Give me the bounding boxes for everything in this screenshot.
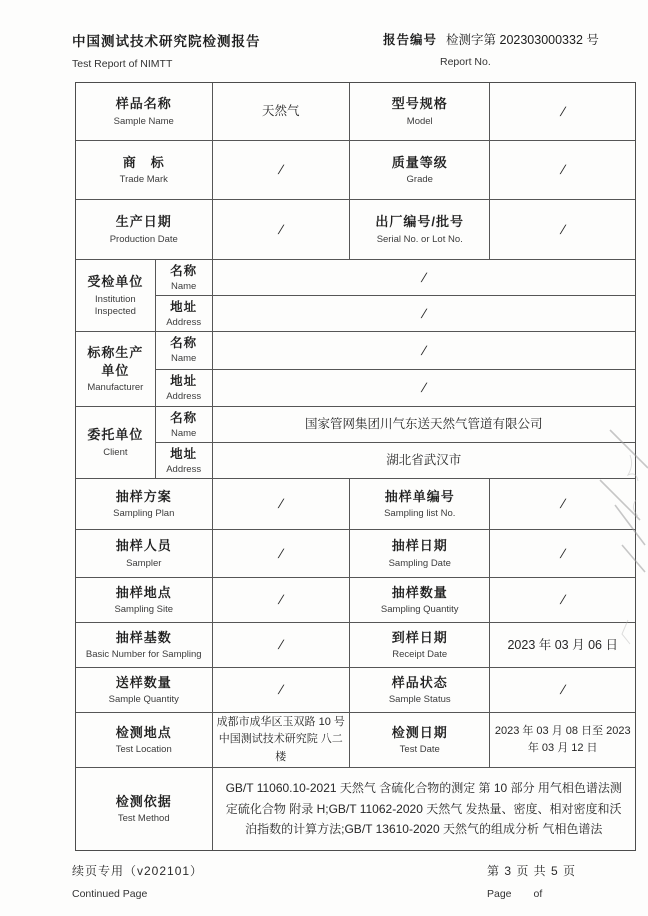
- client-address-value: 湖北省武汉市: [386, 453, 462, 468]
- trade-mark-label: [76, 141, 213, 199]
- report-no-label: 报告编号: [383, 33, 438, 47]
- institution-name-row: [156, 260, 635, 296]
- label-en: Trade Mark: [119, 174, 168, 186]
- label-zh: 出厂编号/批号: [375, 214, 465, 230]
- continued-page-label-en: Continued Page: [72, 888, 148, 900]
- table-row-sample-name: [76, 83, 635, 141]
- production-date-label: [76, 200, 213, 259]
- name-sublabel: 名称 Name: [156, 407, 213, 442]
- table-row-sampling-plan: [76, 479, 635, 530]
- report-no-label-en: Report No.: [440, 56, 491, 68]
- report-info-table: [75, 82, 636, 851]
- table-row-basic-number: [76, 623, 635, 668]
- client-name-row: [156, 407, 635, 443]
- model-label: [350, 83, 490, 140]
- serial-no-label: [350, 200, 490, 259]
- grade-label: [350, 141, 490, 199]
- trade-mark-value: /: [213, 141, 351, 199]
- manufacturer-address-value: /: [420, 380, 427, 395]
- sampling-date-label: 抽样日期 Sampling Date: [350, 530, 490, 577]
- sampler-label: 抽样人员 Sampler: [76, 530, 213, 577]
- basic-number-label: 抽样基数 Basic Number for Sampling: [76, 623, 213, 667]
- table-row-production-date: [76, 200, 635, 260]
- manufacturer-name-value: /: [420, 342, 427, 358]
- page-number-zh: 第 3 页 共 5 页: [487, 864, 577, 878]
- manufacturer-label: [76, 332, 156, 406]
- table-row-sampling-site: [76, 578, 635, 623]
- address-sublabel: 地址 Address: [156, 370, 213, 407]
- manufacturer-address-row: [156, 370, 635, 407]
- label-zh: 标称生产单位: [87, 345, 144, 378]
- basic-number-value: /: [213, 623, 351, 667]
- receipt-date-label: 到样日期 Receipt Date: [350, 623, 490, 667]
- institution-label: [76, 260, 156, 331]
- name-sublabel: 名称 Name: [156, 332, 213, 369]
- footer-left: [72, 862, 203, 900]
- report-title-en: Test Report of NIMTT: [72, 58, 173, 70]
- section-client: [76, 407, 635, 479]
- name-sublabel: 名称 Name: [156, 260, 213, 295]
- report-title-zh: 中国测试技术研究院检测报告: [72, 34, 261, 49]
- table-row-test-location: [76, 713, 635, 768]
- sampling-quantity-label: 抽样数量 Sampling Quantity: [350, 578, 490, 622]
- label-en: Manufacturer: [87, 382, 144, 394]
- label-zh: 型号规格: [391, 96, 448, 112]
- label-zh: 受检单位: [87, 274, 144, 290]
- test-location-label: 检测地点 Test Location: [76, 713, 213, 767]
- label-zh: 委托单位: [87, 427, 144, 443]
- client-name-value: 国家管网集团川气东送天然气管道有限公司: [305, 417, 543, 432]
- sample-quantity-value: /: [213, 668, 351, 712]
- client-address-row: [156, 443, 635, 478]
- sampler-value: /: [213, 530, 351, 577]
- grade-value: /: [559, 162, 566, 178]
- continued-page-label-zh: 续页专用（v202101）: [72, 864, 204, 878]
- sampling-site-label: 抽样地点 Sampling Site: [76, 578, 213, 622]
- test-location-value: 成都市成华区玉双路 10 号中国测试技术研究院 八二楼: [213, 713, 351, 767]
- sample-name-value: 天然气: [213, 83, 351, 140]
- institution-address-value: /: [420, 305, 427, 321]
- section-institution-inspected: [76, 260, 635, 332]
- label-en: Client: [103, 446, 128, 458]
- table-row-test-method: [76, 768, 635, 850]
- sample-quantity-label: 送样数量 Sample Quantity: [76, 668, 213, 712]
- sample-name-label: [76, 83, 213, 140]
- label-en: Production Date: [109, 233, 178, 245]
- page-number-en: Page of: [487, 888, 543, 900]
- sampling-date-value: /: [559, 545, 566, 561]
- sampling-site-value: /: [213, 578, 351, 622]
- sampling-plan-label: 抽样方案 Sampling Plan: [76, 479, 213, 529]
- receipt-date-value: 2023 年 03 月 06 日: [507, 637, 618, 652]
- label-zh: 质量等级: [391, 154, 448, 170]
- serial-no-value: /: [559, 221, 566, 237]
- test-date-label: 检测日期 Test Date: [350, 713, 490, 767]
- test-method-label: 检测依据 Test Method: [76, 768, 213, 850]
- label-en: Institution Inspected: [94, 293, 136, 317]
- table-row-trade-mark: [76, 141, 635, 200]
- sampling-list-no-label: 抽样单编号 Sampling list No.: [350, 479, 490, 529]
- test-date-value: 2023 年 03 月 08 日至 2023 年 03 月 12 日: [494, 724, 631, 754]
- institution-name-value: /: [420, 269, 427, 285]
- sampling-quantity-value: /: [559, 592, 566, 608]
- label-en: Grade: [406, 174, 433, 186]
- address-sublabel: 地址 Address: [156, 443, 213, 478]
- report-no-value: 检测字第 202303000332 号: [446, 33, 599, 47]
- table-row-sample-quantity: [76, 668, 635, 713]
- manufacturer-name-row: [156, 332, 635, 370]
- report-header-right: [383, 30, 599, 68]
- label-en: Model: [406, 115, 433, 127]
- label-en: Sample Name: [113, 115, 174, 127]
- report-header-left: [72, 30, 261, 70]
- sample-status-label: 样品状态 Sample Status: [350, 668, 490, 712]
- address-sublabel: 地址 Address: [156, 296, 213, 331]
- label-zh: 生产日期: [115, 214, 172, 230]
- client-label: [76, 407, 156, 478]
- label-zh: 样品名称: [115, 96, 172, 112]
- sampling-plan-value: /: [213, 479, 351, 529]
- sampling-list-no-value: /: [559, 496, 566, 512]
- model-value: /: [559, 103, 566, 119]
- sample-status-value: /: [559, 682, 566, 698]
- institution-address-row: [156, 296, 635, 331]
- production-date-value: /: [213, 200, 351, 259]
- table-row-sampler: [76, 530, 635, 578]
- label-zh: 商 标: [122, 154, 165, 170]
- footer-page-number: [487, 862, 576, 900]
- label-en: Serial No. or Lot No.: [376, 233, 463, 245]
- section-manufacturer: [76, 332, 635, 407]
- test-method-value: GB/T 11060.10-2021 天然气 含硫化合物的测定 第 10 部分 用气相色谱法测定硫化合物 附录 H;GB/T 11062-2020 天然气 发热量、密度、相对密度和沃泊指数的计算方法;GB/T 13610-2020 天然气的组成分析 气相色谱法: [225, 781, 622, 837]
